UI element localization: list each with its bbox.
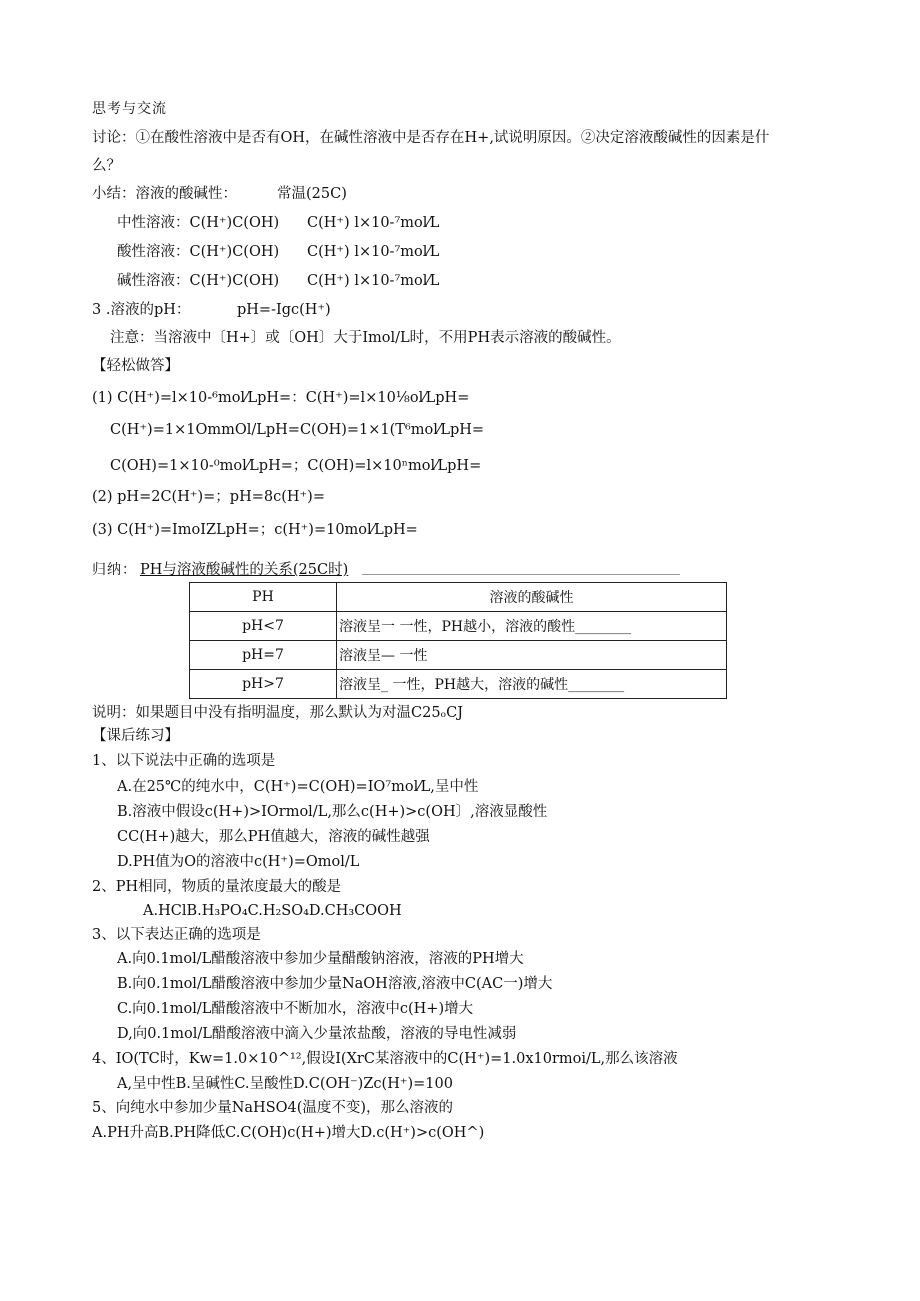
exercise-q1-option-d: D.PH值为O的溶液中c(H⁺)=Omol/L <box>117 854 360 870</box>
induction-title: PH与溶液酸碱性的关系(25C时) <box>140 562 349 578</box>
table-row <box>190 670 727 699</box>
base-condition: 碱性溶液：C(H⁺)C(OH) <box>117 273 280 289</box>
ph-label: 3 .溶液的pH： <box>92 302 191 318</box>
exercise-q3-option-b: B.向0.1mol/L醋酸溶液中参加少量NaOH溶液,溶液中C(AC一)增大 <box>117 976 553 992</box>
easy-q1-line1: (1) C(H⁺)=l×10-⁶mol⁄LpH=：C(H⁺)=l×10⅛ol⁄LpH= <box>92 390 470 406</box>
table-cell: 溶液呈一 一性，PH越小，溶液的酸性________ <box>337 612 727 641</box>
table-cell: 溶液呈— 一性 <box>337 641 727 670</box>
table-cell: 溶液呈_ 一性，PH越大，溶液的碱性________ <box>337 670 727 699</box>
exercise-q2-options: A.HClB.H₃PO₄C.H₂SO₄D.CH₃COOH <box>143 903 402 919</box>
table-cell: pH>7 <box>190 670 337 699</box>
neutral-value: C(H⁺) l×10-⁷mol⁄L <box>307 215 440 231</box>
table-header-row <box>190 583 727 612</box>
table-cell: pH=7 <box>190 641 337 670</box>
ph-note: 注意：当溶液中〔H+〕或〔OH〕大于Imol/L时，不用PH表示溶液的酸碱性。 <box>110 330 621 346</box>
ph-table <box>189 582 727 699</box>
title-underline <box>362 574 680 575</box>
induction-prefix: 归纳： <box>92 562 137 578</box>
summary-label: 小结：溶液的酸碱性： <box>92 186 237 202</box>
think-title: 思考与交流 <box>92 101 167 117</box>
explain-text: 说明：如果题目中没有指明温度，那么默认为对温C25ₒCJ <box>92 705 464 721</box>
easy-q3: (3) C(H⁺)=ImoIZLpH=；c(H⁺)=10mol⁄LpH= <box>92 522 418 538</box>
exercise-q1-option-a: A.在25℃的纯水中，C(H⁺)=C(OH)=IO⁷mol⁄L,呈中性 <box>117 779 479 795</box>
exercise-q3-option-d: D,向0.1mol/L醋酸溶液中滴入少量浓盐酸，溶液的导电性减弱 <box>117 1026 517 1042</box>
exercise-q2: 2、PH相同，物质的量浓度最大的酸是 <box>92 879 342 895</box>
exercise-q4-options: A,呈中性B.呈碱性C.呈酸性D.C(OH⁻)Zc(H⁺)=100 <box>117 1076 453 1092</box>
table-header: PH <box>190 583 337 612</box>
exercise-q1-option-c: CC(H+)越大，那么PH值越大，溶液的碱性越强 <box>117 829 430 845</box>
neutral-condition: 中性溶液：C(H⁺)C(OH) <box>117 215 280 231</box>
easy-title: 【轻松做答】 <box>92 358 179 374</box>
exercise-q3: 3、以下表达正确的选项是 <box>92 927 261 943</box>
discuss-line-2: 么？ <box>92 158 121 174</box>
table-cell: pH<7 <box>190 612 337 641</box>
easy-q1-line3: C(OH)=1×10-⁰mol⁄LpH=；C(OH)=l×10ⁿmol⁄LpH= <box>110 458 482 474</box>
exercise-q1-option-b: B.溶液中假设c(H+)>IOrmol/L,那么c(H+)>c(OH〕,溶液显酸性 <box>117 804 548 820</box>
acid-condition: 酸性溶液：C(H⁺)C(OH) <box>117 244 280 260</box>
exercise-q3-option-a: A.向0.1mol/L醋酸溶液中参加少量醋酸钠溶液，溶液的PH增大 <box>117 951 524 967</box>
ph-formula: pH=-Igc(H⁺) <box>237 302 331 318</box>
easy-q2: (2) pH=2C(H⁺)=；pH=8c(H⁺)= <box>92 489 325 505</box>
exercise-q3-option-c: C.向0.1mol/L醋酸溶液中不断加水，溶液中c(H+)增大 <box>117 1001 474 1017</box>
exercise-q5: 5、向纯水中参加少量NaHSO4(温度不变)，那么溶液的 <box>92 1100 454 1116</box>
acid-value: C(H⁺) l×10-⁷mol⁄L <box>307 244 440 260</box>
exercise-q4: 4、IO(TC时，Kw=1.0×10^¹²,假设I(XrC某溶液中的C(H⁺)=1.0x10rmoi/L,那么该溶液 <box>92 1051 678 1067</box>
easy-q1-line2: C(H⁺)=1×1OmmOl/LpH=C(OH)=1×1(T⁶mol⁄LpH= <box>110 422 485 438</box>
table-header: 溶液的酸碱性 <box>337 583 727 612</box>
exercise-q5-options: A.PH升高B.PH降低C.C(OH)c(H+)增大D.c(H⁺)>c(OH^) <box>92 1125 485 1141</box>
table-row <box>190 612 727 641</box>
summary-temp: 常温(25C) <box>277 186 347 202</box>
exercise-q1: 1、以下说法中正确的选项是 <box>92 753 276 769</box>
base-value: C(H⁺) l×10-⁷mol⁄L <box>307 273 440 289</box>
discuss-line-1: 讨论：①在酸性溶液中是否有OH，在碱性溶液中是否存在H+,试说明原因。②决定溶液酸碱性的因素是什 <box>92 130 770 146</box>
exercise-title: 【课后练习】 <box>92 728 179 744</box>
table-row <box>190 641 727 670</box>
